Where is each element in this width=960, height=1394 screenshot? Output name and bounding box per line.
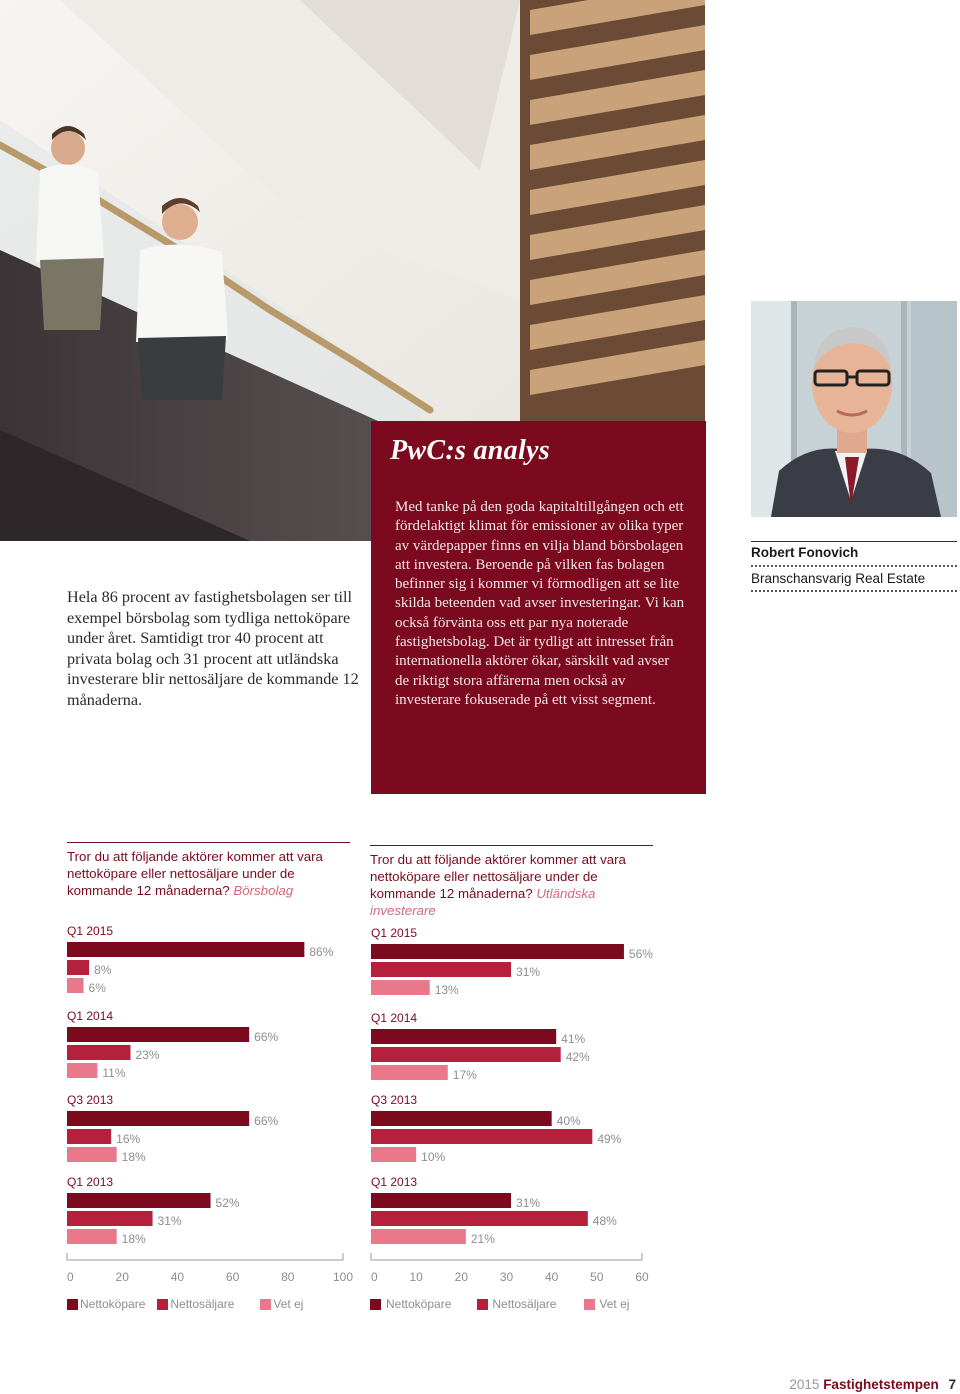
chart-1-bar-nettosaljare — [371, 1129, 592, 1144]
question-1-rule — [67, 842, 350, 843]
chart-1-period-label: Q1 2015 — [371, 926, 418, 940]
legend-1-nettokopare — [67, 1297, 145, 1311]
person-role: Branschansvarig Real Estate — [751, 571, 926, 586]
chart-1-tick-label: 20 — [454, 1270, 469, 1284]
chart-1-bar-value: 41% — [561, 1032, 586, 1046]
page-footer — [789, 1377, 956, 1392]
chart-0-bar-value: 8% — [94, 963, 112, 977]
legend-2-label-nettokopare: Nettoköpare — [386, 1297, 452, 1311]
chart-1-bar-nettosaljare — [371, 1211, 588, 1226]
chart-1-bar-value: 10% — [421, 1150, 446, 1164]
question-2-main: Tror du att följande aktörer kommer att vara nettoköpare eller nettosäljare under de kommande 12 månaderna? — [370, 852, 626, 901]
chart-1-bar-value: 49% — [597, 1132, 622, 1146]
chart-0-bar-value: 66% — [254, 1030, 279, 1044]
legend-1-nettosaljare — [157, 1297, 234, 1311]
analysis-body: Med tanke på den goda kapitaltillgången och ett fördelaktigt klimat för emissioner av olika typer av värdepapper finns en vilja bland börsbolagen att investera. Beroende på vilken fas bolagen befinner sig i kommer vi förmodligen att se lite skilda beteenden vad avser investeringar. Vi kan också förvänta oss ett par nya noterade fastighetsbolag. Det är tydligt att intresset från internationella aktörer ökar, särskilt vad avser de riktigt stora affärerna men också av investerare fokuserade på ett visst segment. — [395, 499, 685, 708]
chart-0-bar-value: 11% — [102, 1066, 126, 1080]
chart-1-period-label: Q1 2014 — [371, 1011, 418, 1025]
legend-1-swatch-nettosaljare — [157, 1299, 168, 1310]
question-2 — [370, 851, 652, 919]
chart-1-bar-value: 40% — [556, 1114, 581, 1128]
chart-0-period-label: Q1 2013 — [67, 1175, 114, 1189]
chart-1-tick-label: 60 — [635, 1270, 649, 1284]
chart-1-bar-nettosaljare — [371, 962, 511, 977]
chart-0-bar-value: 86% — [309, 945, 334, 959]
chart-0-bar-value: 16% — [116, 1132, 141, 1146]
question-2-subject: Utländska investerare — [370, 886, 596, 918]
chart-1-bar-vet-ej — [371, 1229, 466, 1244]
legend-2 — [370, 1297, 629, 1311]
chart-1-period-label: Q3 2013 — [371, 1093, 418, 1107]
chart-0-bar-value: 52% — [215, 1196, 240, 1210]
analysis-box — [371, 421, 706, 794]
chart-0-bar-value: 66% — [254, 1114, 279, 1128]
person-name: Robert Fonovich — [751, 545, 859, 560]
name-rule-top — [751, 541, 957, 542]
legend-1-label-nettosaljare: Nettosäljare — [170, 1297, 235, 1311]
chart-0-tick-label: 60 — [225, 1270, 240, 1284]
legend-2-swatch-vet-ej — [584, 1299, 595, 1310]
chart-0-period-label: Q3 2013 — [67, 1093, 114, 1107]
chart-1-bar-nettokopare — [371, 1111, 552, 1126]
chart-1-bar-value: 31% — [516, 965, 541, 979]
question-1-subject: Börsbolag — [233, 883, 294, 898]
chart-1-bar-value: 42% — [565, 1050, 590, 1064]
chart-1-tick-label: 40 — [544, 1270, 559, 1284]
chart-0-bar-value: 23% — [135, 1048, 160, 1062]
question-2-rule — [370, 845, 653, 846]
footer-year: 2015 — [789, 1377, 820, 1392]
legend-2-label-nettosaljare: Nettosäljare — [492, 1297, 557, 1311]
legend-1-swatch-vet-ej — [260, 1299, 271, 1310]
chart-1-bar-value: 13% — [434, 983, 459, 997]
role-rule-dotted — [751, 590, 957, 592]
chart-0-tick-label: 20 — [115, 1270, 129, 1284]
chart-1-bar-nettokopare — [371, 944, 624, 959]
legend-2-swatch-nettosaljare — [477, 1299, 488, 1310]
chart-1-svg — [0, 918, 700, 1288]
chart-0-bar-value: 18% — [121, 1150, 146, 1164]
legend-2-vet-ej — [584, 1297, 629, 1311]
chart-0-tick-label: 100 — [332, 1270, 354, 1284]
legend-2-nettokopare — [370, 1297, 451, 1311]
legend-2-label-vet-ej: Vet ej — [599, 1297, 630, 1311]
legend-1-swatch-nettokopare — [67, 1299, 78, 1310]
chart-1-bar-value: 48% — [592, 1214, 617, 1228]
intro-text: Hela 86 procent av fastighetsbolagen ser till exempel börsbolag som tydliga nettoköpare under året. Samtidigt tror 40 procent att privata bolag och 31 procent att utländska investerare blir nettosäljare de kommande 12 månaderna. — [67, 588, 359, 709]
chart-1-tick-label: 30 — [499, 1270, 514, 1284]
chart-1-bar-value: 21% — [470, 1232, 495, 1246]
chart-1-tick-label: 0 — [371, 1270, 378, 1284]
chart-0-tick-label: 80 — [281, 1270, 295, 1284]
chart-1-period-label: Q1 2013 — [371, 1175, 418, 1189]
name-rule-dotted — [751, 565, 957, 567]
chart-1-tick-label: 50 — [590, 1270, 604, 1284]
question-1 — [67, 848, 342, 899]
portrait-illustration — [751, 301, 957, 517]
chart-0-bar-value: 6% — [88, 981, 106, 995]
chart-0-bar-value: 31% — [157, 1214, 182, 1228]
legend-1-label-vet-ej: Vet ej — [273, 1297, 304, 1311]
chart-1-tick-label: 10 — [409, 1270, 423, 1284]
chart-1-bar-value: 31% — [516, 1196, 541, 1210]
chart-utlandska-investerare — [0, 918, 700, 1288]
chart-1-bar-vet-ej — [371, 1065, 448, 1080]
chart-1-bar-vet-ej — [371, 1147, 416, 1162]
legend-2-swatch-nettokopare — [370, 1299, 381, 1310]
chart-1-bar-nettokopare — [371, 1029, 556, 1044]
legend-1-label-nettokopare: Nettoköpare — [80, 1297, 146, 1311]
analysis-title: PwC:s analys — [390, 435, 550, 466]
question-1-main: Tror du att följande aktörer kommer att vara nettoköpare eller nettosäljare under de kommande 12 månaderna? — [67, 849, 323, 898]
chart-1-bar-value: 17% — [452, 1068, 477, 1082]
legend-1-vet-ej — [260, 1297, 303, 1311]
chart-1-bar-nettokopare — [371, 1193, 511, 1208]
chart-1-bar-nettosaljare — [371, 1047, 561, 1062]
chart-0-period-label: Q1 2014 — [67, 1009, 114, 1023]
portrait-photo — [751, 301, 957, 517]
chart-0-tick-label: 40 — [170, 1270, 185, 1284]
legend-2-nettosaljare — [477, 1297, 556, 1311]
footer-page-number: 7 — [948, 1377, 956, 1392]
legend-1 — [67, 1297, 303, 1311]
footer-publication: Fastighetstempen — [823, 1377, 939, 1392]
chart-1-bar-value: 56% — [628, 947, 653, 961]
chart-0-bar-value: 18% — [121, 1232, 146, 1246]
chart-0-period-label: Q1 2015 — [67, 924, 114, 938]
chart-0-tick-label: 0 — [67, 1270, 74, 1284]
chart-1-bar-vet-ej — [371, 980, 430, 995]
